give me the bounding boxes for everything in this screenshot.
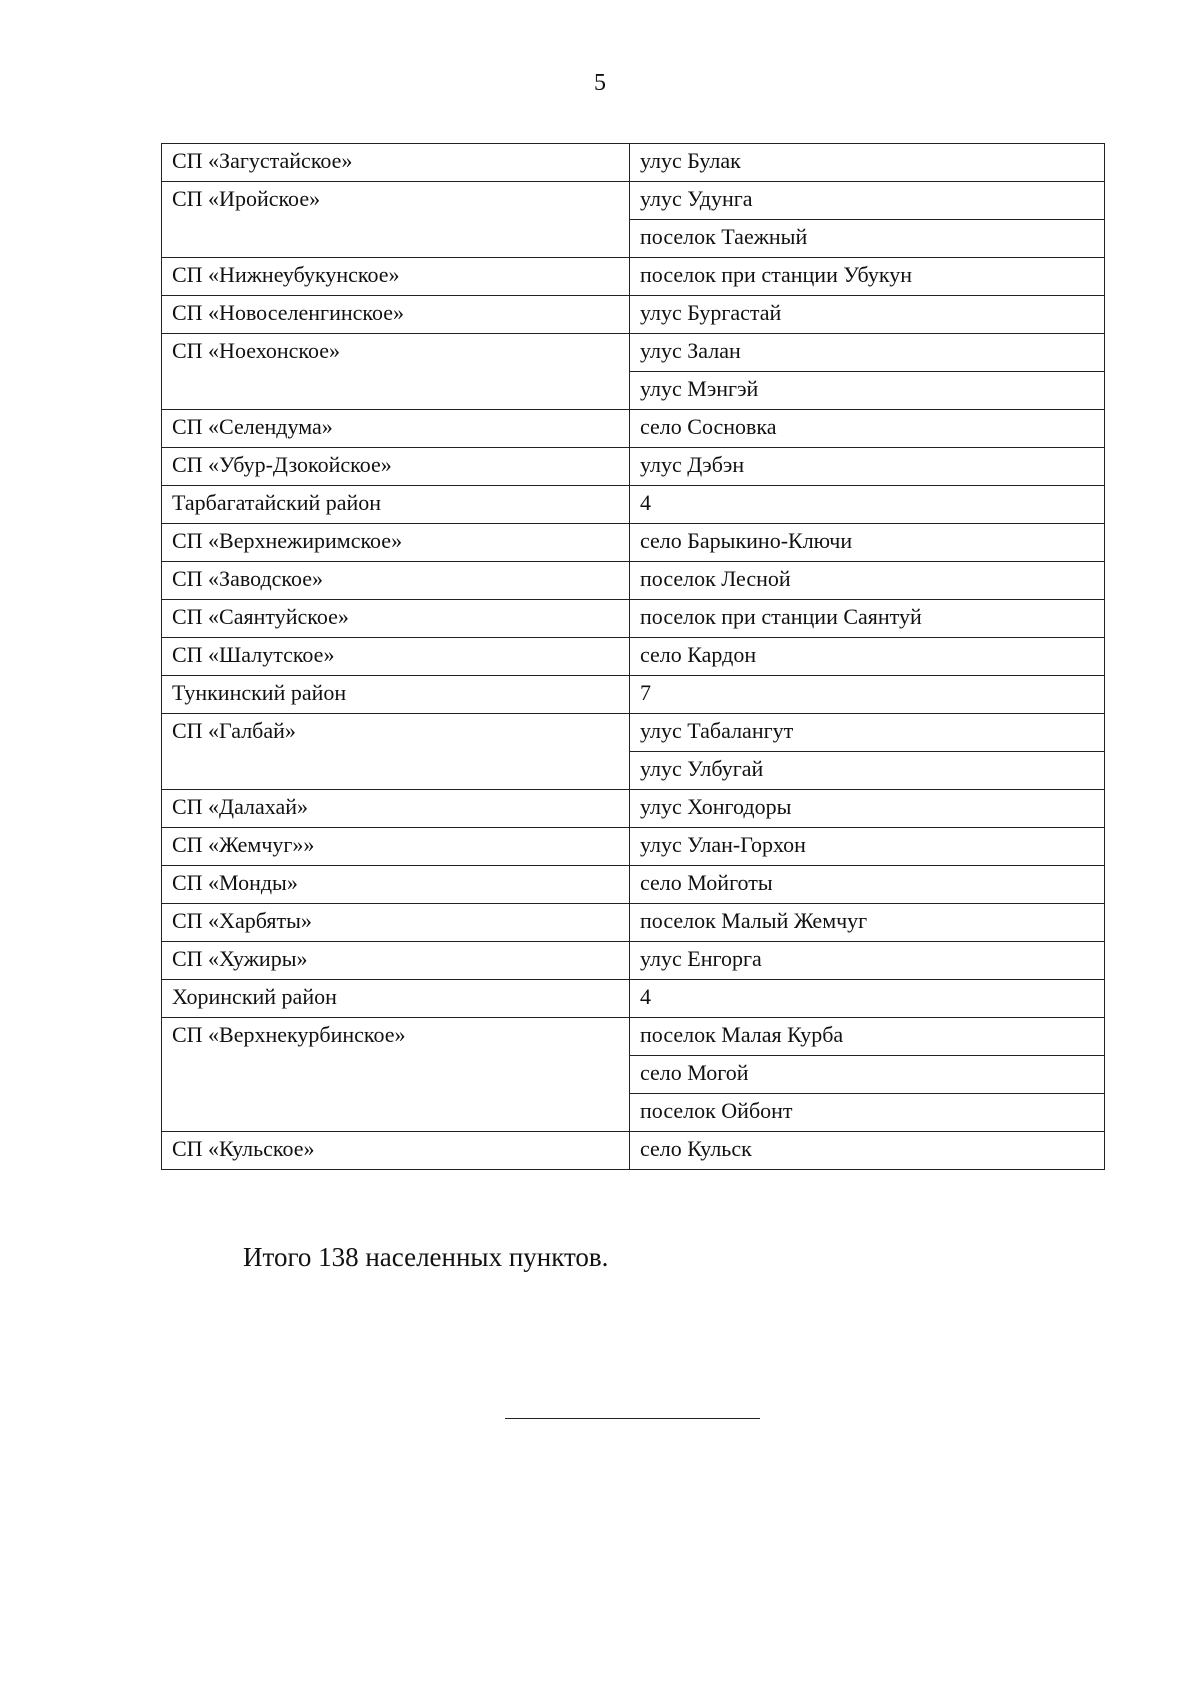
table-row <box>162 866 1105 904</box>
table-row <box>162 296 1105 334</box>
table-row <box>162 980 1105 1018</box>
table-row <box>162 1132 1105 1170</box>
table-row <box>162 676 1105 714</box>
table-row <box>162 144 1105 182</box>
municipality-cell: СП «Харбяты» <box>162 904 630 942</box>
settlement-cell: улус Залан <box>630 334 1105 372</box>
settlement-cell: улус Улбугай <box>630 752 1105 790</box>
settlement-cell: поселок Лесной <box>630 562 1105 600</box>
settlement-cell: улус Хонгодоры <box>630 790 1105 828</box>
settlement-cell: 4 <box>630 980 1105 1018</box>
total-text: Итого 138 населенных пунктов. <box>243 1242 609 1272</box>
settlement-cell: улус Удунга <box>630 182 1105 220</box>
settlement-cell: улус Енгорга <box>630 942 1105 980</box>
settlement-cell: село Кардон <box>630 638 1105 676</box>
settlements-table <box>161 143 1105 1170</box>
municipality-cell: СП «Загустайское» <box>162 144 630 182</box>
table-row <box>162 828 1105 866</box>
settlement-cell: 7 <box>630 676 1105 714</box>
municipality-cell: СП «Монды» <box>162 866 630 904</box>
table-row <box>162 942 1105 980</box>
settlement-cell: улус Бургастай <box>630 296 1105 334</box>
municipality-cell: Тарбагатайский район <box>162 486 630 524</box>
settlement-cell: 4 <box>630 486 1105 524</box>
municipality-cell: СП «Нижнеубукунское» <box>162 258 630 296</box>
municipality-cell: СП «Кульское» <box>162 1132 630 1170</box>
table-row <box>162 410 1105 448</box>
settlement-cell: село Мойготы <box>630 866 1105 904</box>
table-row <box>162 182 1105 220</box>
settlement-cell: поселок Таежный <box>630 220 1105 258</box>
settlement-cell: улус Табалангут <box>630 714 1105 752</box>
municipality-cell: СП «Шалутское» <box>162 638 630 676</box>
settlement-cell: поселок при станции Саянтуй <box>630 600 1105 638</box>
table-row <box>162 562 1105 600</box>
end-rule <box>505 1418 760 1419</box>
municipality-cell: СП «Хужиры» <box>162 942 630 980</box>
table-row <box>162 904 1105 942</box>
settlement-cell: село Могой <box>630 1056 1105 1094</box>
table-row <box>162 448 1105 486</box>
table-row <box>162 790 1105 828</box>
table-row <box>162 486 1105 524</box>
table-row <box>162 334 1105 372</box>
settlement-cell: село Кульск <box>630 1132 1105 1170</box>
table-row <box>162 258 1105 296</box>
settlement-cell: улус Мэнгэй <box>630 372 1105 410</box>
municipality-cell: СП «Селендума» <box>162 410 630 448</box>
settlements-table-body <box>162 144 1105 1170</box>
table-row <box>162 524 1105 562</box>
table-row <box>162 638 1105 676</box>
municipality-cell: Тункинский район <box>162 676 630 714</box>
settlement-cell: поселок при станции Убукун <box>630 258 1105 296</box>
settlement-cell: поселок Малая Курба <box>630 1018 1105 1056</box>
municipality-cell: СП «Новоселенгинское» <box>162 296 630 334</box>
settlement-cell: улус Дэбэн <box>630 448 1105 486</box>
municipality-cell: СП «Верхнекурбинское» <box>162 1018 630 1132</box>
municipality-cell: Хоринский район <box>162 980 630 1018</box>
page-number: 5 <box>594 70 606 96</box>
municipality-cell: СП «Убур-Дзокойское» <box>162 448 630 486</box>
table-row <box>162 1018 1105 1056</box>
settlement-cell: поселок Малый Жемчуг <box>630 904 1105 942</box>
municipality-cell: СП «Иройское» <box>162 182 630 258</box>
municipality-cell: СП «Саянтуйское» <box>162 600 630 638</box>
settlement-cell: село Сосновка <box>630 410 1105 448</box>
municipality-cell: СП «Далахай» <box>162 790 630 828</box>
settlement-cell: село Барыкино-Ключи <box>630 524 1105 562</box>
municipality-cell: СП «Галбай» <box>162 714 630 790</box>
settlement-cell: улус Булак <box>630 144 1105 182</box>
settlement-cell: улус Улан-Горхон <box>630 828 1105 866</box>
municipality-cell: СП «Заводское» <box>162 562 630 600</box>
municipality-cell: СП «Ноехонское» <box>162 334 630 410</box>
table-row <box>162 600 1105 638</box>
municipality-cell: СП «Верхнежиримское» <box>162 524 630 562</box>
settlement-cell: поселок Ойбонт <box>630 1094 1105 1132</box>
table-row <box>162 714 1105 752</box>
municipality-cell: СП «Жемчуг»» <box>162 828 630 866</box>
